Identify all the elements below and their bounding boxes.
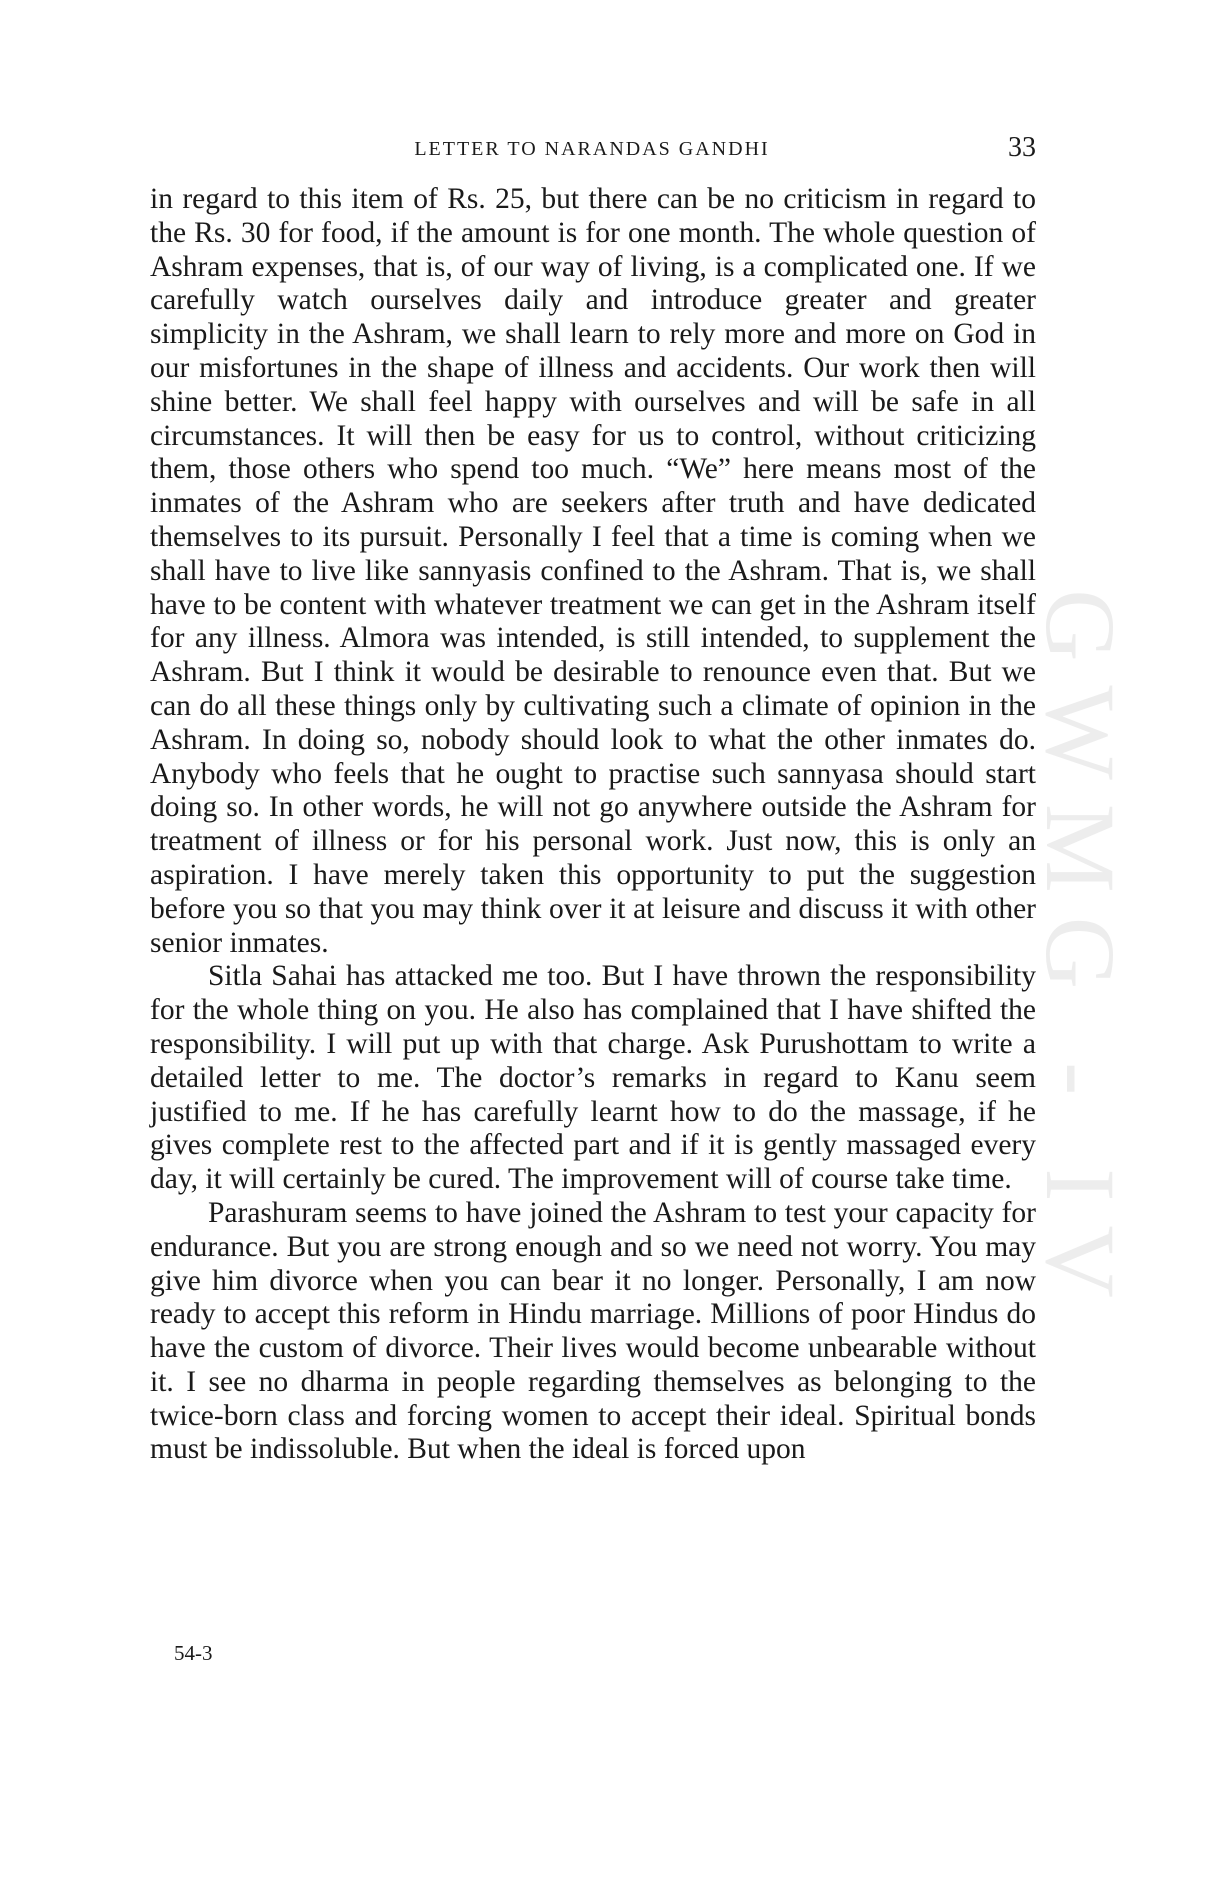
body-text bbox=[150, 183, 1036, 1467]
watermark-text: GWMG - IV bbox=[1024, 588, 1136, 1322]
running-head: LETTER TO NARANDAS GANDHI bbox=[414, 138, 770, 160]
watermark bbox=[1020, 505, 1140, 1405]
page-number: 33 bbox=[1008, 132, 1036, 163]
paragraph-parashuram: Parashuram seems to have joined the Ashram to test your capacity for endurance. But you are strong enough and so we need not worry. You may give him divorce when you can bear it no longer. Personally, I am now ready to accept this reform in Hindu marriage. Millions of poor Hindus do have the custom of divorce. Their lives would become unbearable without it. I see no dharma in people regarding themselves as belonging to the twice-born class and forcing women to accept their ideal. Spiritual bonds must be indissoluble. But when the ideal is forced upon bbox=[150, 1196, 1036, 1466]
page-header bbox=[148, 134, 1036, 174]
paragraph-sitla-sahai: Sitla Sahai has attacked me too. But I have thrown the responsibility for the whole thing on you. He also has complained that I have shifted the responsibility. I will put up with that charge. Ask Purushottam to write a detailed letter to me. The doctor’s remarks in regard to Kanu seem justified to me. If he has carefully learnt how to do the massage, if he gives complete rest to the affected part and if it is gently massaged every day, it will certainly be cured. The improvement will of course take time. bbox=[150, 960, 1036, 1196]
paragraph-ashram-expenses: in regard to this item of Rs. 25, but there can be no criticism in regard to the Rs. 30 for food, if the amount is for one month. The whole question of Ashram expenses, that is, of our way of living, is a complicated one. If we carefully watch ourselves daily and introduce greater and greater simplicity in the Ashram, we shall learn to rely more and more on God in our misfortunes in the shape of illness and accidents. Our work then will shine better. We shall feel happy with ourselves and will be safe in all circumstances. It will then be easy for us to control, without criticizing them, those others who spend too much. “We” here means most of the inmates of the Ashram who are seekers after truth and have dedicated themselves to its pursuit. Personally I feel that a time is coming when we shall have to live like sannyasis confined to the Ashram. That is, we shall have to be content with whatever treatment we can get in the Ashram itself for any illness. Almora was intended, is still intended, to supplement the Ashram. But I think it would be desirable to renounce even that. But we can do all these things only by cultivating such a climate of opinion in the Ashram. In doing so, nobody should look to what the other inmates do. Anybody who feels that he ought to practise such sannyasa should start doing so. In other words, he will not go anywhere outside the Ashram for treatment of illness or for his personal work. Just now, this is only an aspiration. I have merely taken this opportunity to put the suggestion before you so that you may think over it at leisure and discuss it with other senior inmates. bbox=[150, 183, 1036, 959]
signature-mark: 54-3 bbox=[174, 1641, 213, 1665]
